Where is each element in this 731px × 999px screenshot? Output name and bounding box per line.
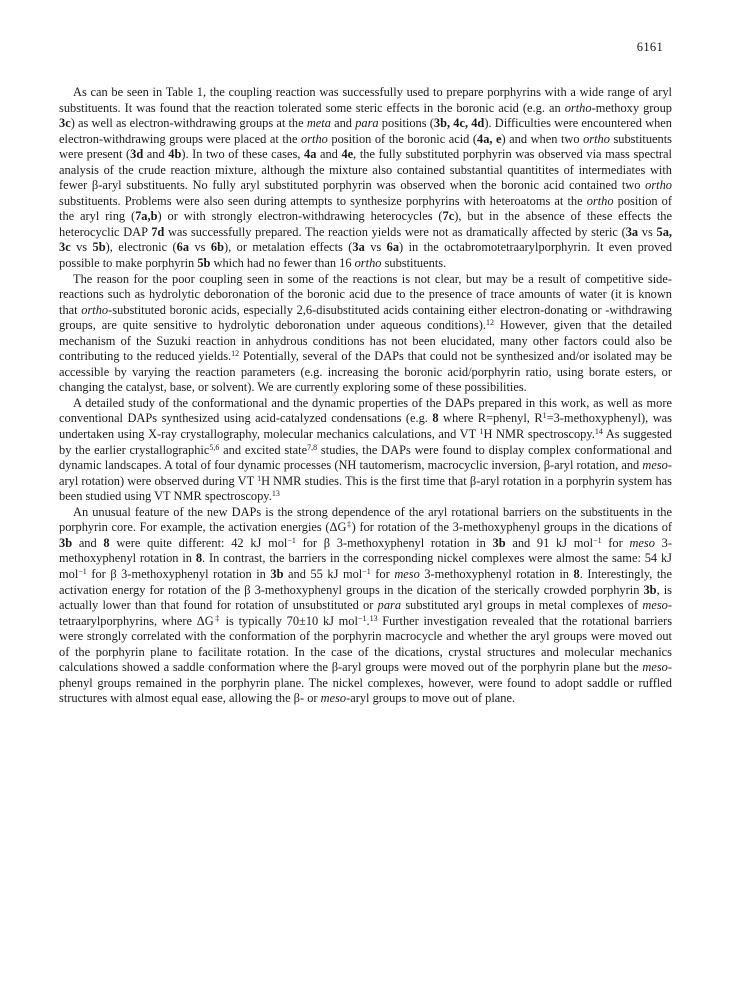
superscript: 1 — [257, 473, 262, 483]
paragraph-conformational-study: A detailed study of the conformational and the dynamic properties of the DAPs prepared in this work, as well as more conventional DAPs synthesized using acid-catalyzed condensations (e.g. 8 where R=phenyl, $R^1=3-methoxyphenyl$), was undertaken using X-ray crystallography, molecular mechanics calculations, and VT $^1$H NMR spectroscopy.$^{14}$ As suggested by the earlier crystallographic$^{5,6}$ and excited state$^{7,8}$ studies, the DAPs were found to display complex conformational and dynamic landscapes. A total of four dynamic processes (NH tautomerism, macrocyclic inversion, β-aryl rotation, and meso-aryl rotation) were observed during VT $^1$H NMR studies. This is the first time that β-aryl rotation in a porphyrin system has been studied using VT NMR spectroscopy.$^{13}$ — [59, 395, 673, 504]
compound-label: 3d — [130, 147, 144, 162]
compound-label: 4a — [304, 147, 317, 162]
superscript: 13 — [271, 489, 280, 499]
superscript: −1 — [78, 566, 87, 576]
superscript: 13 — [369, 613, 378, 623]
compound-label: 4b — [168, 147, 182, 162]
compound-label: 3b — [59, 535, 73, 550]
superscript: 12 — [231, 349, 240, 359]
superscript: 5,6 — [209, 442, 220, 452]
compound-label: 6a — [386, 240, 400, 255]
compound-label: 8 — [573, 566, 580, 581]
article-body — [59, 85, 672, 707]
compound-label: 6b — [210, 240, 224, 255]
compound-label: 3c — [59, 116, 71, 131]
italic-term: para — [377, 598, 402, 613]
italic-term: meso — [320, 691, 347, 706]
compound-label: 4a, e — [477, 131, 502, 146]
italic-term: ortho — [564, 100, 592, 115]
italic-term: meso — [394, 566, 420, 581]
compound-label: 5b — [197, 256, 211, 271]
italic-term: ortho — [583, 131, 610, 146]
compound-label: 5a, 3c — [59, 224, 672, 255]
italic-term: ortho — [354, 256, 382, 271]
compound-label: 6a — [176, 240, 190, 255]
superscript: 7,8 — [307, 442, 318, 452]
compound-label: 8 — [103, 535, 110, 550]
compound-label: 3b — [643, 582, 657, 597]
superscript: ‡ — [213, 613, 221, 623]
superscript: ‡ — [346, 520, 352, 530]
compound-label: 3a — [352, 240, 365, 255]
italic-term: para — [355, 116, 379, 131]
compound-label: 3b — [270, 566, 284, 581]
italic-term: ortho — [81, 302, 109, 317]
italic-term: meta — [306, 116, 331, 131]
superscript: −1 — [362, 566, 371, 576]
compound-label: 7c — [442, 209, 455, 224]
paragraph-poor-coupling-reasons: The reason for the poor coupling seen in some of the reactions is not clear, but may be a result of competitive side-reactions such as hydrolytic deboronation of the boronic acid due to the presence of trace amounts of water (it is known that ortho-substituted boronic acids, especially 2,6-disubstituted acids containing either electron-donating or -withdrawing groups, are quite sensitive to hydrolytic deboronation under aqueous conditions).$^{12}$ However, given that the detailed mechanism of the Suzuki reaction in anhydrous conditions has not been elucidated, many other factors could also be contributing to the reduced yields.$^{12}$ Potentially, several of the DAPs that could not be synthesized and/or isolated may be accessible by varying the reaction parameters (e.g. increasing the boronic acid/porphyrin ratio, using borate esters, or changing the catalyst, base, or solvent). We are currently exploring some of these possibilities. — [59, 271, 673, 395]
compound-label: 7a,b — [135, 209, 158, 224]
superscript: 14 — [594, 427, 603, 437]
italic-term: meso — [642, 458, 668, 473]
compound-label: 3a — [625, 224, 639, 239]
italic-term: meso — [629, 535, 655, 550]
compound-label: 3b, 4c, 4d — [433, 116, 485, 131]
superscript: −1 — [287, 535, 296, 545]
compound-label: 3b — [492, 535, 506, 550]
superscript: −1 — [593, 535, 602, 545]
compound-label: 4e — [341, 147, 354, 162]
italic-term: ortho — [586, 193, 614, 208]
paragraph-rotational-barriers: An unusual feature of the new DAPs is the strong dependence of the aryl rotational barriers on the substituents in the porphyrin core. For example, the activation energies (ΔG‡) for rotation of the 3-methoxyphenyl groups in the dications of 3b and 8 were quite different: 42 kJ mol$^{-1}$ for β 3-methoxyphenyl rotation in 3b and 91 kJ mol$^{-1}$ for meso 3-methoxyphenyl rotation in 8. In contrast, the barriers in the corresponding nickel complexes were almost the same: 54 kJ mol$^{-1}$ for β 3-methoxyphenyl rotation in 3b and 55 kJ mol$^{-1}$ for meso 3-methoxyphenyl rotation in 8. Interestingly, the activation energy for rotation of the β 3-methoxyphenyl groups in the dication of the sterically crowded porphyrin 3b, is actually lower than that found for rotation of unsubstituted or para substituted aryl groups in metal complexes of meso-tetraarylporphyrins, where ΔG‡ is typically 70±10 kJ mol$^{-1}$.$^{13}$ Further investigation revealed that the rotational barriers were strongly correlated with the conformation of the porphyrin macrocycle and whether the aryl groups were moved out of the porphyrin plane to facilitate rotation. In the case of the dications, crystal structures and molecular mechanics calculations showed a saddle conformation where the β-aryl groups were moved out of the porphyrin plane but the meso-phenyl groups remained in the porphyrin plane. The nickel complexes, however, were found to adopt saddle or ruffled structures with almost equal ease, allowing the β- or meso-aryl groups to move out of plane. — [59, 504, 673, 706]
superscript: 1 — [542, 411, 547, 421]
superscript: −1 — [357, 613, 367, 623]
compound-label: 5b — [92, 240, 106, 255]
paragraph-coupling-scope: As can be seen in Table 1, the coupling reaction was successfully used to prepare porphyrins with a wide range of aryl substituents. It was found that the reaction tolerated some steric effects in the boronic acid (e.g. an ortho-methoxy group 3c) as well as electron-withdrawing groups at the meta and para positions (3b, 4c, 4d). Difficulties were encountered when electron-withdrawing groups were placed at the ortho position of the boronic acid (4a, e) and when two ortho substituents were present (3d and 4b). In two of these cases, 4a and 4e, the fully substituted porphyrin was observed via mass spectral analysis of the crude reaction mixture, although the mixture also contained substantial quantitites of intermediates with fewer β-aryl substituents. No fully aryl substituted porphyrin was observed when the boronic acid contained two ortho substituents. Problems were also seen during attempts to synthesize porphyrins with heteroatoms at the ortho position of the aryl ring (7a,b) or with strongly electron-withdrawing heterocycles (7c), but in the absence of these effects the heterocyclic DAP 7d was successfully prepared. The reaction yields were not as dramatically affected by steric (3a vs 5a, 3c vs 5b), electronic (6a vs 6b), or metalation effects (3a vs 6a) in the octabromotetraarylporphyrin. It even proved possible to make porphyrin 5b which had no fewer than 16 ortho substituents. — [59, 85, 673, 271]
italic-term: ortho — [645, 178, 672, 193]
page-number: 6161 — [636, 40, 663, 54]
compound-label: 7d — [151, 224, 165, 239]
compound-label: 8 — [195, 551, 203, 566]
superscript: 12 — [485, 318, 494, 328]
italic-term: ortho — [301, 131, 328, 146]
italic-term: meso — [642, 598, 668, 613]
superscript: 1 — [479, 427, 484, 437]
compound-label: 8 — [432, 411, 439, 426]
italic-term: meso — [642, 660, 668, 675]
